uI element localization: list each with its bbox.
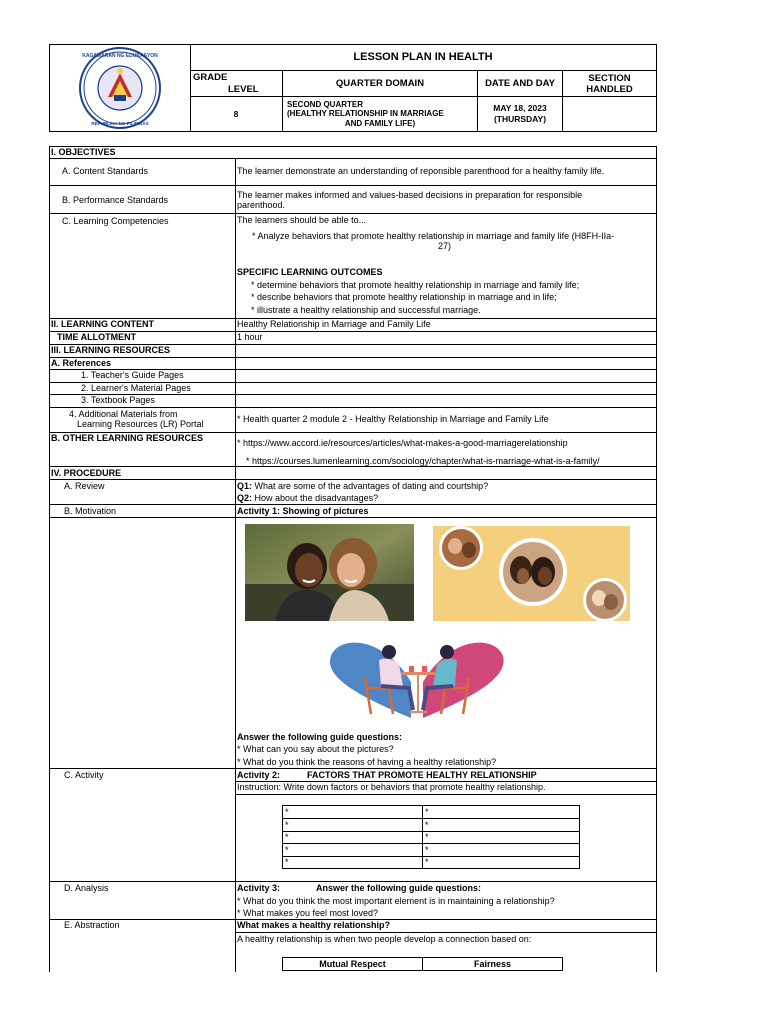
page-title: LESSON PLAN IN HEALTH xyxy=(190,45,656,71)
deped-seal-logo xyxy=(50,45,190,131)
handled-label: HANDLED xyxy=(586,83,633,95)
factor-cell[interactable]: * xyxy=(425,807,429,817)
competency-1-line2: 27) xyxy=(438,241,452,251)
logo-text-bottom: REPUBLIKA NG PILIPINAS xyxy=(91,121,149,126)
q1-tag: Q1: xyxy=(237,481,253,491)
competencies-label: C. Learning Competencies xyxy=(62,216,169,226)
other-resources-label: B. OTHER LEARNING RESOURCES xyxy=(51,433,204,443)
grade-value: 8 xyxy=(190,97,283,131)
factors-row-line xyxy=(283,856,579,857)
activity-2-title: FACTORS THAT PROMOTE HEALTHY RELATIONSHIP xyxy=(307,770,537,780)
activity-2-instruction: Instruction: Write down factors or behaviors that promote healthy relationship. xyxy=(237,782,546,792)
learners-material-label: 2. Learner's Material Pages xyxy=(81,383,191,393)
guide-questions-heading: Answer the following guide questions: xyxy=(237,732,403,742)
activity-label: C. Activity xyxy=(64,770,104,780)
grid-line xyxy=(49,158,657,159)
textbook-label: 3. Textbook Pages xyxy=(81,395,155,405)
fairness-cell: Fairness xyxy=(473,959,512,969)
quarter-value-line1: SECOND QUARTER xyxy=(287,99,364,109)
q2-tag: Q2: xyxy=(237,493,253,503)
factor-cell[interactable]: * xyxy=(425,832,429,842)
couple-date-illustration xyxy=(323,638,510,720)
factor-cell[interactable]: * xyxy=(425,845,429,855)
photo-couple-collage xyxy=(433,526,630,621)
teachers-guide-label: 1. Teacher's Guide Pages xyxy=(81,370,184,380)
slo-heading: SPECIFIC LEARNING OUTCOMES xyxy=(237,267,383,277)
analysis-label: D. Analysis xyxy=(64,883,109,893)
activity-3-tag: Activity 3: xyxy=(237,883,281,893)
learning-content-heading: II. LEARNING CONTENT xyxy=(51,319,154,329)
lesson-plan-header xyxy=(49,44,657,132)
date-value-line1: MAY 18, 2023 xyxy=(493,103,547,113)
grade-label: GRADE xyxy=(193,72,228,83)
abstraction-text: A healthy relationship is when two people develop a connection based on: xyxy=(237,934,532,944)
couple-hearts-illustration xyxy=(323,638,510,720)
objectives-heading: I. OBJECTIVES xyxy=(51,147,116,157)
competency-1-line1: * Analyze behaviors that promote healthy relationship in marriage and family life (H8FH-IIa- xyxy=(252,231,615,241)
factors-row-line xyxy=(283,831,579,832)
section-handled-header xyxy=(563,71,656,97)
activity-1-title: Activity 1: Showing of pictures xyxy=(237,506,369,516)
time-allotment-label: TIME ALLOTMENT xyxy=(57,332,137,342)
grid-line xyxy=(49,881,657,882)
collage-frame-1 xyxy=(439,526,483,570)
additional-materials-value: * Health quarter 2 module 2 - Healthy Relationship in Marriage and Family Life xyxy=(237,414,549,424)
couple-collage-illustration xyxy=(433,526,630,621)
slo-item-1: * determine behaviors that promote healthy relationship in marriage and family life; xyxy=(251,280,580,290)
performance-standards-line1: The learner makes informed and values-based decisions in preparation for responsible xyxy=(237,190,583,200)
review-q2 xyxy=(237,493,378,504)
procedure-heading: IV. PROCEDURE xyxy=(51,468,122,478)
content-standards-label: A. Content Standards xyxy=(62,166,149,176)
factor-cell[interactable]: * xyxy=(425,857,429,867)
collage-frame-2 xyxy=(499,538,567,606)
performance-standards-label: B. Performance Standards xyxy=(62,195,169,205)
factor-cell[interactable]: * xyxy=(425,820,429,830)
additional-materials-line1: 4. Additional Materials from xyxy=(69,409,178,419)
section-value xyxy=(563,97,656,131)
grid-line xyxy=(49,146,657,147)
other-resource-link-2[interactable]: * https://courses.lumenlearning.com/sociology/chapter/what-is-marriage-what-is-a-family/ xyxy=(246,456,600,466)
review-label: A. Review xyxy=(64,481,105,491)
q2-text: How about the disadvantages? xyxy=(254,493,379,503)
abstraction-heading: What makes a healthy relationship? xyxy=(237,920,391,930)
grid-line xyxy=(49,768,657,769)
section-label: SECTION xyxy=(588,72,631,84)
grid-right-border xyxy=(656,146,657,972)
activity-2-tag: Activity 2: xyxy=(237,770,281,780)
grid-left-border xyxy=(49,146,50,972)
competencies-intro: The learners should be able to... xyxy=(237,215,367,225)
learning-content-value: Healthy Relationship in Marriage and Family Life xyxy=(237,319,431,329)
references-label: A. References xyxy=(51,358,112,368)
quarter-domain-header: QUARTER DOMAIN xyxy=(283,71,478,97)
grid-line xyxy=(235,794,657,795)
grid-line xyxy=(49,517,657,518)
friends-illustration xyxy=(245,524,414,621)
review-q1 xyxy=(237,481,488,492)
grid-line xyxy=(49,185,657,186)
grid-line xyxy=(49,504,657,505)
logo-text-top: KAGAWARAN NG EDUKASYON xyxy=(82,53,158,59)
analysis-question-1: * What do you think the most important element is in maintaining a relationship? xyxy=(237,896,555,906)
healthy-relationship-qualities-table xyxy=(282,957,563,971)
factors-answer-table xyxy=(282,805,580,869)
grid-line xyxy=(49,407,657,408)
factor-cell[interactable]: * xyxy=(285,857,289,867)
quarter-value xyxy=(283,97,478,131)
quarter-value-line2: (HEALTHY RELATIONSHIP IN MARRIAGE xyxy=(287,109,444,119)
analysis-question-2: * What makes you feel most loved? xyxy=(237,908,379,918)
other-resource-link-1[interactable]: * https://www.accord.ie/resources/articles/what-makes-a-good-marriagerelationship xyxy=(237,438,568,448)
q1-text: What are some of the advantages of dating and courtship? xyxy=(254,481,489,491)
slo-item-3: * illustrate a healthy relationship and successful marriage. xyxy=(251,305,481,315)
factors-row-line xyxy=(283,843,579,844)
grid-middle-border xyxy=(235,158,236,972)
slo-item-2: * describe behaviors that promote healthy relationship in marriage and in life; xyxy=(251,292,557,302)
factor-cell[interactable]: * xyxy=(285,807,289,817)
grid-line xyxy=(49,331,657,332)
quarter-value-line3: AND FAMILY LIFE) xyxy=(344,118,416,128)
date-day-header: DATE AND DAY xyxy=(478,71,563,97)
logo-cell xyxy=(50,45,191,131)
factor-cell[interactable]: * xyxy=(285,820,289,830)
factors-row-line xyxy=(283,818,579,819)
factors-table-divider xyxy=(422,806,423,868)
grid-line xyxy=(49,213,657,214)
mutual-respect-cell: Mutual Respect xyxy=(319,959,386,969)
activity-3-title: Answer the following guide questions: xyxy=(316,883,482,893)
time-allotment-value: 1 hour xyxy=(237,332,263,342)
learning-resources-heading: III. LEARNING RESOURCES xyxy=(51,345,171,355)
motivation-label: B. Motivation xyxy=(64,506,117,516)
guide-question-2: * What do you think the reasons of having a healthy relationship? xyxy=(237,757,497,767)
level-label: LEVEL xyxy=(228,84,259,95)
factor-cell[interactable]: * xyxy=(285,845,289,855)
performance-standards-line2: parenthood. xyxy=(237,200,286,210)
guide-question-1: * What can you say about the pictures? xyxy=(237,744,394,754)
additional-materials-line2: Learning Resources (LR) Portal xyxy=(77,419,204,429)
collage-frame-3 xyxy=(583,578,627,621)
date-value xyxy=(478,97,563,131)
grid-line xyxy=(49,479,657,480)
grid-line xyxy=(235,932,657,933)
photo-two-friends-laughing xyxy=(245,524,414,621)
abstraction-label: E. Abstraction xyxy=(64,920,120,930)
content-standards-text: The learner demonstrate an understanding of reponsible parenthood for a healthy family life. xyxy=(237,166,605,176)
grade-level-header xyxy=(190,71,283,97)
grid-line xyxy=(49,357,657,358)
date-value-line2: (THURSDAY) xyxy=(493,114,547,124)
factor-cell[interactable]: * xyxy=(285,832,289,842)
